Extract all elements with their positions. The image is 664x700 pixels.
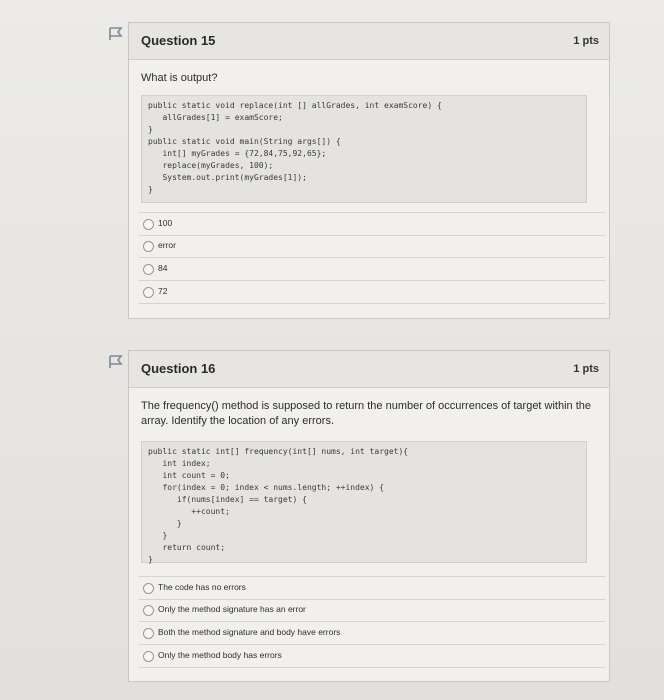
radio-button-icon[interactable]	[143, 241, 154, 252]
option-label: Only the method body has errors	[158, 650, 282, 660]
radio-button-icon[interactable]	[143, 219, 154, 230]
radio-button-icon[interactable]	[143, 583, 154, 594]
question-15-prompt: What is output?	[141, 72, 218, 84]
question-16-option-2[interactable]	[139, 599, 605, 622]
option-label: error	[158, 240, 176, 250]
question-16-option-4[interactable]	[139, 645, 605, 668]
radio-button-icon[interactable]	[143, 605, 154, 616]
flag-question-16-icon[interactable]	[108, 355, 124, 369]
question-15-code-block: public static void replace(int [] allGrades, int examScore) { allGrades[1] = examScore; } public static void main(String args[]) { int[] myGrades = {72,84,75,92,65}; replace(myGrades, 100); System.out.print(myGrades[1]); }	[141, 95, 587, 203]
radio-button-icon[interactable]	[143, 651, 154, 662]
radio-button-icon[interactable]	[143, 264, 154, 275]
question-16-option-1[interactable]	[139, 576, 605, 600]
question-15-option-1[interactable]	[139, 212, 605, 236]
question-15-option-2[interactable]	[139, 235, 605, 258]
question-16-prompt-line-2: array. Identify the location of any errors.	[141, 415, 334, 427]
question-16-prompt-line-1: The frequency() method is supposed to return the number of occurrences of target within the	[141, 400, 592, 412]
option-label: Both the method signature and body have errors	[158, 627, 341, 637]
radio-button-icon[interactable]	[143, 287, 154, 298]
option-label: 72	[158, 286, 168, 296]
question-16-points: 1 pts	[573, 363, 599, 375]
radio-button-icon[interactable]	[143, 628, 154, 639]
question-15-header	[129, 23, 609, 60]
option-label: The code has no errors	[158, 582, 246, 592]
question-16-header	[129, 351, 609, 388]
question-15-option-3[interactable]	[139, 258, 605, 281]
question-15-points: 1 pts	[573, 35, 599, 47]
question-16-card	[128, 350, 610, 682]
option-label: Only the method signature has an error	[158, 604, 306, 614]
question-16-title: Question 16	[141, 361, 216, 376]
option-label: 84	[158, 263, 168, 273]
option-label: 100	[158, 218, 173, 228]
question-16-code-block: public static int[] frequency(int[] nums, int target){ int index; int count = 0; for(index = 0; index < nums.length; ++index) { if(nums[index] == target) { ++count; } } return count; }	[141, 441, 587, 563]
question-16-option-3[interactable]	[139, 622, 605, 645]
question-15-card	[128, 22, 610, 319]
question-15-title: Question 15	[141, 33, 216, 48]
flag-question-15-icon[interactable]	[108, 27, 124, 41]
question-15-option-4[interactable]	[139, 281, 605, 304]
